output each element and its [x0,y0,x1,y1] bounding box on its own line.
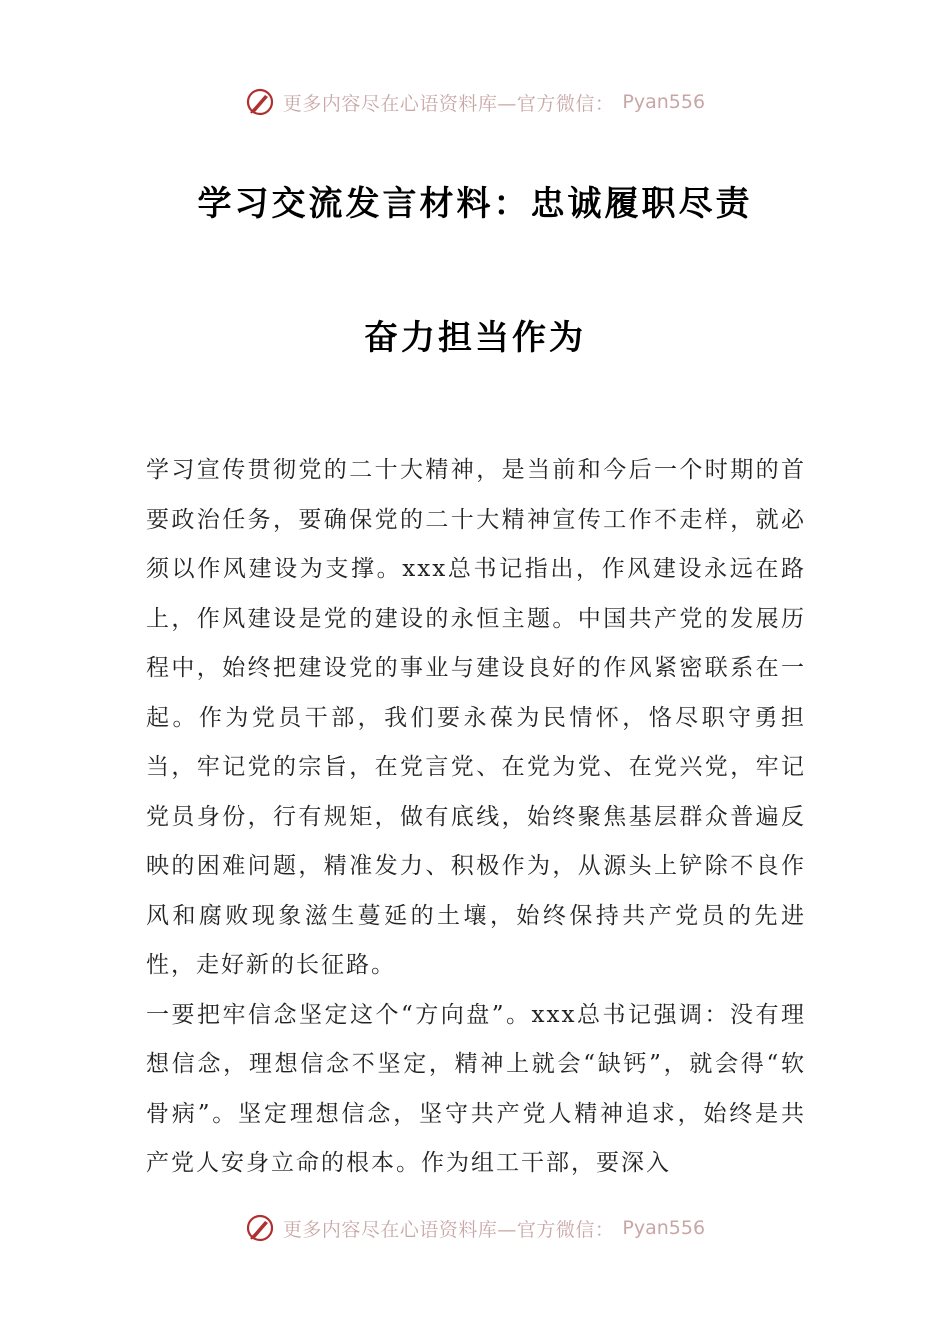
document-body [146,446,806,1189]
banner-text: 更多内容尽在心语资料库—官方微信： [282,92,615,115]
banner-wechat-id: Pyan556 [622,91,706,113]
body-paragraph: 学习宣传贯彻党的二十大精神，是当前和今后一个时期的首要政治任务，要确保党的二十大精神宣传工作不走样，就必须以作风建设为支撑。xxx总书记指出，作风建设永远在路上，作风建设是党的建设的永恒主题。中国共产党的发展历程中，始终把建设党的事业与建设良好的作风紧密联系在一起。作为党员干部，我们要永葆为民情怀，恪尽职守勇担当，牢记党的宗旨，在党言党、在党为党、在党兴党，牢记党员身份，行有规矩，做有底线，始终聚焦基层群众普遍反映的困难问题，精准发力、积极作为，从源头上铲除不良作风和腐败现象滋生蔓延的土壤，始终保持共产党员的先进性，走好新的长征路。 [146,457,806,978]
footer-watermark-banner [0,1208,950,1248]
banner-wechat-id: Pyan556 [622,1217,706,1239]
body-paragraph: 一要把牢信念坚定这个“方向盘”。xxx总书记强调：没有理想信念，理想信念不坚定，精神上就会“缺钙”，就会得“软骨病”。坚定理想信念，坚守共产党人精神追求，始终是共产党人安身立命的根本。作为组工干部，要深入 [146,1001,806,1176]
header-watermark-banner [0,82,950,122]
document-title-line-2: 奋力担当作为 [364,318,586,358]
banner-text: 更多内容尽在心语资料库—官方微信： [282,1218,615,1241]
pen-logo-icon [245,87,275,117]
document-title-line-1: 学习交流发言材料：忠诚履职尽责 [197,184,753,224]
pen-logo-icon [245,1213,275,1243]
